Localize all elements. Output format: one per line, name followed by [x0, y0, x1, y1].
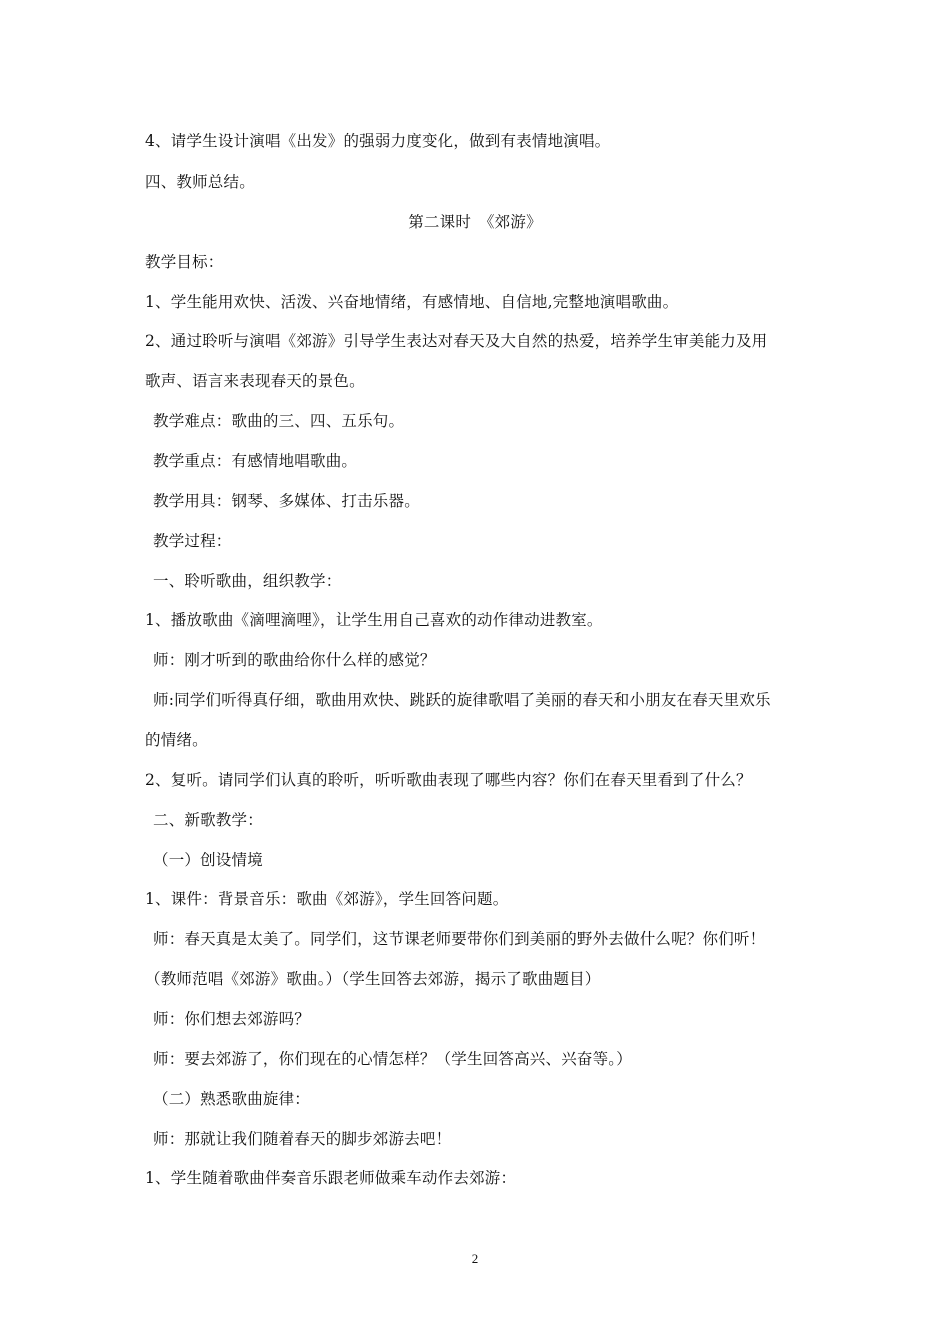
text-line: 1、学生随着歌曲伴奏音乐跟老师做乘车动作去郊游： [145, 1169, 517, 1187]
text-line: （二）熟悉歌曲旋律： [153, 1090, 311, 1108]
text-line: 1、课件：背景音乐：歌曲《郊游》，学生回答问题。 [145, 890, 509, 908]
text-line: 二、新歌教学： [153, 811, 263, 829]
text-line: 师：那就让我们随着春天的脚步郊游去吧！ [153, 1130, 452, 1148]
text-line: 师：春天真是太美了。同学们，这节课老师要带你们到美丽的野外去做什么呢？你们听！ [153, 930, 766, 948]
text-line: 师：你们想去郊游吗？ [153, 1010, 311, 1028]
text-line: 师：要去郊游了，你们现在的心情怎样？（学生回答高兴、兴奋等。） [153, 1050, 632, 1068]
text-line: 教学目标： [145, 253, 224, 271]
text-line: 教学过程： [153, 532, 232, 550]
text-line: 1、播放歌曲《滴哩滴哩》，让学生用自己喜欢的动作律动进教室。 [145, 611, 603, 629]
text-line: 教学用具：钢琴、多媒体、打击乐器。 [153, 492, 420, 510]
text-line: 教学难点：歌曲的三、四、五乐句。 [153, 412, 405, 430]
text-line: 歌声、语言来表现春天的景色。 [145, 372, 365, 390]
text-line: 教学重点：有感情地唱歌曲。 [153, 452, 358, 470]
text-line: 2、通过聆听与演唱《郊游》引导学生表达对春天及大自然的热爱，培养学生审美能力及用 [145, 332, 768, 350]
text-line: 师:同学们听得真仔细，歌曲用欢快、跳跃的旋律歌唱了美丽的春天和小朋友在春天里欢乐 [153, 691, 771, 709]
text-line: 2、复听。请同学们认真的聆听，听听歌曲表现了哪些内容？你们在春天里看到了什么？ [145, 771, 752, 789]
text-line: 一、聆听歌曲，组织教学： [153, 572, 342, 590]
page-number: 2 [471, 1251, 479, 1266]
text-line: 1、学生能用欢快、活泼、兴奋地情绪，有感情地、自信地,完整地演唱歌曲。 [145, 293, 679, 311]
text-line: 4、请学生设计演唱《出发》的强弱力度变化，做到有表情地演唱。 [145, 132, 611, 150]
text-line: 师：刚才听到的歌曲给你什么样的感觉？ [153, 651, 436, 669]
text-line: （教师范唱《郊游》歌曲。）（学生回答去郊游，揭示了歌曲题目） [145, 970, 601, 988]
text-line: 的情绪。 [145, 731, 208, 749]
section-heading: 第二课时 《郊游》 [408, 213, 542, 231]
text-line: 四、教师总结。 [145, 173, 255, 191]
text-line: （一）创设情境 [153, 851, 263, 869]
